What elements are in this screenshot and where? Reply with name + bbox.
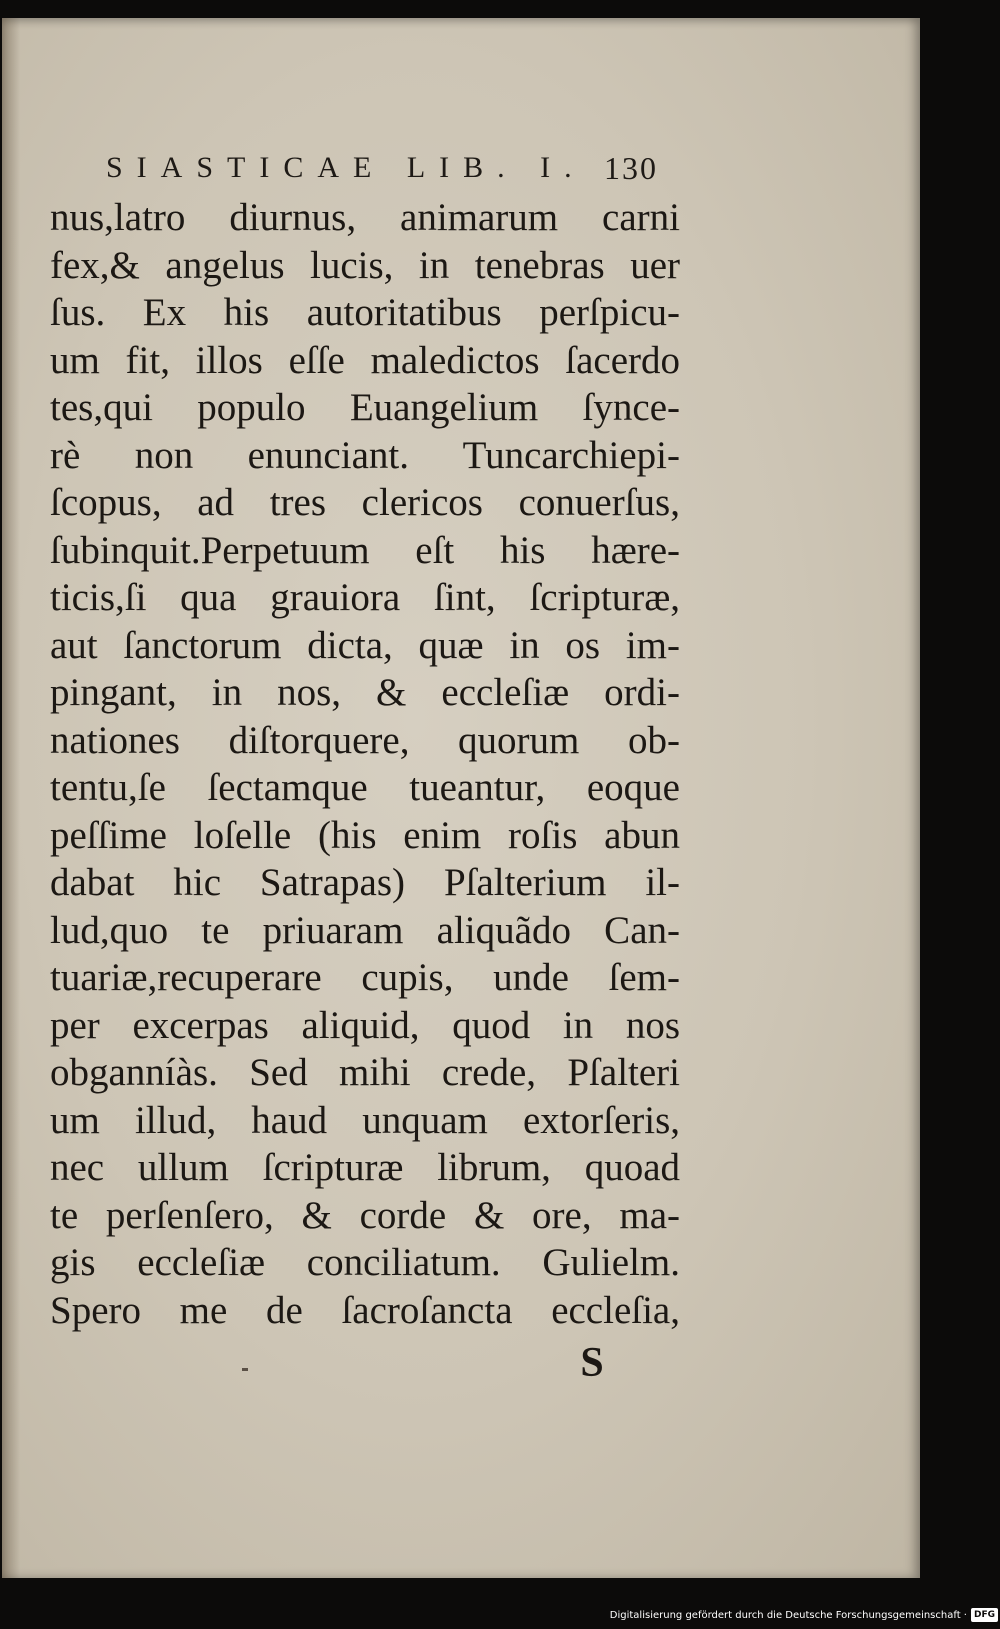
text-line: ſcopus, ad tres clericos conuerſus, (50, 481, 680, 524)
book-page (2, 18, 920, 1578)
text-line: obganníàs. Sed mihi crede, Pſalteri (50, 1051, 680, 1094)
text-line: tes,qui populo Euangelium ſynce- (50, 386, 680, 429)
text-line: um fit, illos eſſe maledictos ſacerdo (50, 338, 680, 382)
text-line: um illud, haud unquam extorſeris, (50, 1098, 680, 1142)
catchword-signature: S (580, 1340, 604, 1386)
dfg-logo: DFG (971, 1608, 998, 1622)
text-line: Spero me de ſacroſancta eccleſia, (50, 1288, 680, 1332)
credit-text: Digitalisierung gefördert durch die Deutsche Forschungsgemeinschaft · (609, 1609, 967, 1621)
text-line: ſubinquit.Perpetuum eſt his hære- (50, 528, 680, 572)
text-line: nus,latro diurnus, animarum carni (50, 196, 680, 239)
ink-speck (242, 1368, 248, 1371)
text-line: nec ullum ſcripturæ librum, quoad (50, 1146, 680, 1189)
page-gutter-shadow (2, 18, 20, 1578)
text-line: fex,& angelus lucis, in tenebras uer (50, 243, 680, 287)
text-line: gis eccleſiæ conciliatum. Gulielm. (50, 1241, 680, 1284)
text-line: te perſenſero, & corde & ore, ma- (50, 1193, 680, 1237)
text-line: lud,quo te priuaram aliquãdo Can- (50, 908, 680, 952)
text-line: ticis,ſi qua grauiora ſint, ſcripturæ, (50, 576, 680, 619)
text-line: dabat hic Satrapas) Pſalterium il- (50, 861, 680, 904)
digitization-credit (600, 1605, 998, 1625)
text-line: rè non enunciant. Tuncarchiepi- (50, 433, 680, 477)
text-line: ſus. Ex his autoritatibus perſpicu- (50, 291, 680, 334)
text-line: peſſime loſelle (his enim roſis abun (50, 813, 680, 857)
text-line: per excerpas aliquid, quod in nos (50, 1003, 680, 1047)
page-number: 130 (604, 150, 658, 186)
text-line: tentu,ſe ſectamque tueantur, eoque (50, 766, 680, 809)
running-head-title: SIASTICAE LIB. I. (106, 151, 586, 184)
text-line: aut ſanctorum dicta, quæ in os im- (50, 623, 680, 667)
text-line: pingant, in nos, & eccleſiæ ordi- (50, 671, 680, 714)
text-line: nationes diſtorquere, quorum ob- (50, 718, 680, 762)
text-line: tuariæ,recuperare cupis, unde ſem- (50, 956, 680, 999)
running-head (106, 146, 658, 190)
body-text (50, 194, 680, 1334)
